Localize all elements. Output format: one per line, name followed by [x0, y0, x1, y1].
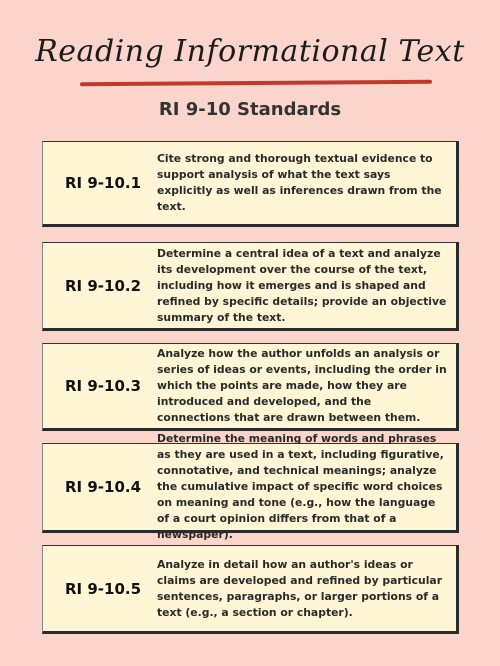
standard-code: RI 9-10.2 — [64, 276, 142, 295]
page-subtitle: RI 9-10 Standards — [158, 99, 342, 120]
standard-description: Determine a central idea of a text and analyze its development over the course of the text, including how it emerges and is shaped and refined by specific details; provide an objective summary of the text. — [157, 246, 447, 324]
standard-description: Analyze in detail how an author's ideas or claims are developed and refined by particular sentences, paragraphs, or larger portions of a text (e.g., a section or chapter). — [157, 557, 443, 619]
standard-card — [42, 141, 459, 227]
standard-code: RI 9-10.5 — [64, 579, 142, 598]
standard-code: RI 9-10.3 — [64, 377, 142, 395]
standard-card — [42, 432, 459, 541]
page-title: Reading Informational Text — [35, 34, 465, 69]
standard-code: RI 9-10.4 — [64, 478, 142, 496]
standard-card — [42, 545, 459, 634]
standard-card — [42, 242, 459, 331]
standard-description: Determine the meaning of words and phrases as they are used in a text, including figurative, connotative, and technical meanings; analyze the cumulative impact of specific word choices on meaning and tone (e.g., how the language of a court opinion differs from that of a newspaper). — [157, 432, 444, 541]
standard-description: Cite strong and thorough textual evidence to support analysis of what the text says explicitly as well as inferences drawn from the text. — [157, 152, 442, 213]
standard-code: RI 9-10.1 — [64, 174, 142, 192]
standard-description: Analyze how the author unfolds an analysis or series of ideas or events, including the order in which the points are made, how they are introduced and developed, and the connections that are drawn between them. — [157, 347, 447, 424]
standard-card — [42, 343, 459, 431]
title-underline — [80, 80, 432, 86]
